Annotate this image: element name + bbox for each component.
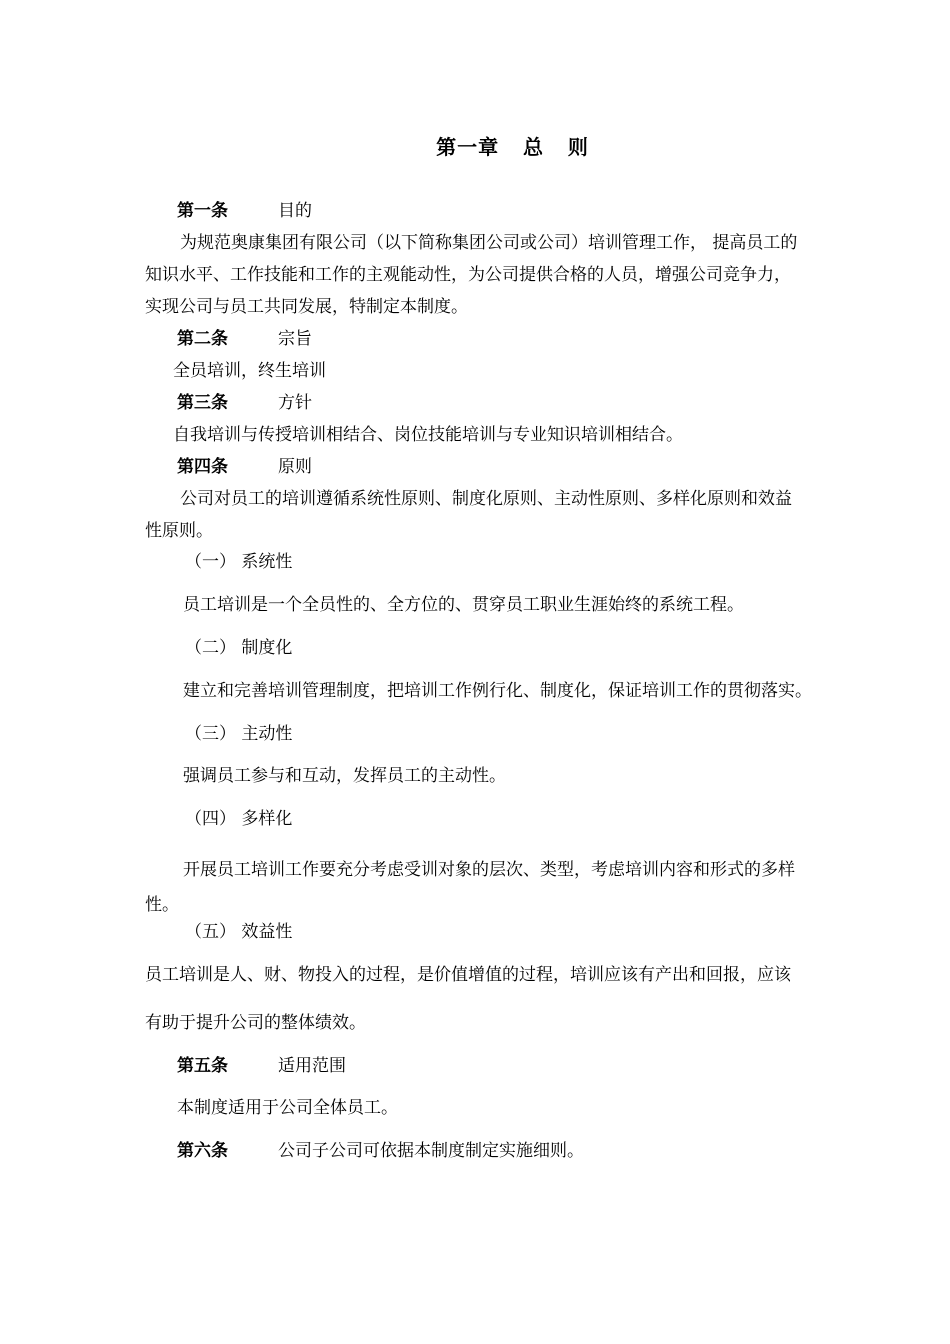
principle-item-label: （五） 效益性 [185, 922, 293, 942]
article-2-name: 宗旨 [278, 329, 312, 349]
principle-item-text: 强调员工参与和互动，发挥员工的主动性。 [183, 766, 506, 786]
article-1-body-line: 为规范奥康集团有限公司（以下简称集团公司或公司）培训管理工作， 提高员工的 [180, 233, 798, 253]
article-4-number: 第四条 [177, 457, 228, 477]
article-2-body: 全员培训，终生培训 [173, 361, 326, 381]
chapter-title: 第一章 总 则 [436, 135, 589, 159]
article-1-number: 第一条 [177, 201, 228, 221]
principle-item-text: 性。 [145, 895, 179, 915]
article-3-number: 第三条 [177, 393, 228, 413]
article-3-body: 自我培训与传授培训相结合、岗位技能培训与专业知识培训相结合。 [173, 425, 683, 445]
principle-item-label: （一） 系统性 [185, 552, 293, 572]
principle-item-text: 开展员工培训工作要充分考虑受训对象的层次、类型，考虑培训内容和形式的多样 [183, 860, 795, 880]
article-1-body-line: 知识水平、工作技能和工作的主观能动性，为公司提供合格的人员，增强公司竞争力， [145, 265, 791, 285]
article-4-name: 原则 [278, 457, 312, 477]
article-1-name: 目的 [278, 201, 312, 221]
article-2-number: 第二条 [177, 329, 228, 349]
principle-item-label: （三） 主动性 [185, 724, 293, 744]
article-3-name: 方针 [278, 393, 312, 413]
article-6-name: 公司子公司可依据本制度制定实施细则。 [278, 1141, 584, 1161]
principle-item-text: 有助于提升公司的整体绩效。 [145, 1013, 366, 1033]
article-4-body-line: 性原则。 [145, 521, 213, 541]
article-5-name: 适用范围 [278, 1056, 346, 1076]
principle-item-label: （二） 制度化 [185, 638, 293, 658]
article-6-number: 第六条 [177, 1141, 228, 1161]
principle-item-text: 建立和完善培训管理制度，把培训工作例行化、制度化，保证培训工作的贯彻落实。 [183, 681, 812, 701]
article-5-number: 第五条 [177, 1056, 228, 1076]
article-5-body: 本制度适用于公司全体员工。 [177, 1098, 398, 1118]
principle-item-label: （四） 多样化 [185, 809, 293, 829]
article-4-body-line: 公司对员工的培训遵循系统性原则、制度化原则、主动性原则、多样化原则和效益 [180, 489, 792, 509]
principle-item-text: 员工培训是一个全员性的、全方位的、贯穿员工职业生涯始终的系统工程。 [183, 595, 744, 615]
principle-item-text: 员工培训是人、财、物投入的过程，是价值增值的过程，培训应该有产出和回报，应该 [145, 965, 791, 985]
article-1-body-line: 实现公司与员工共同发展，特制定本制度。 [145, 297, 468, 317]
